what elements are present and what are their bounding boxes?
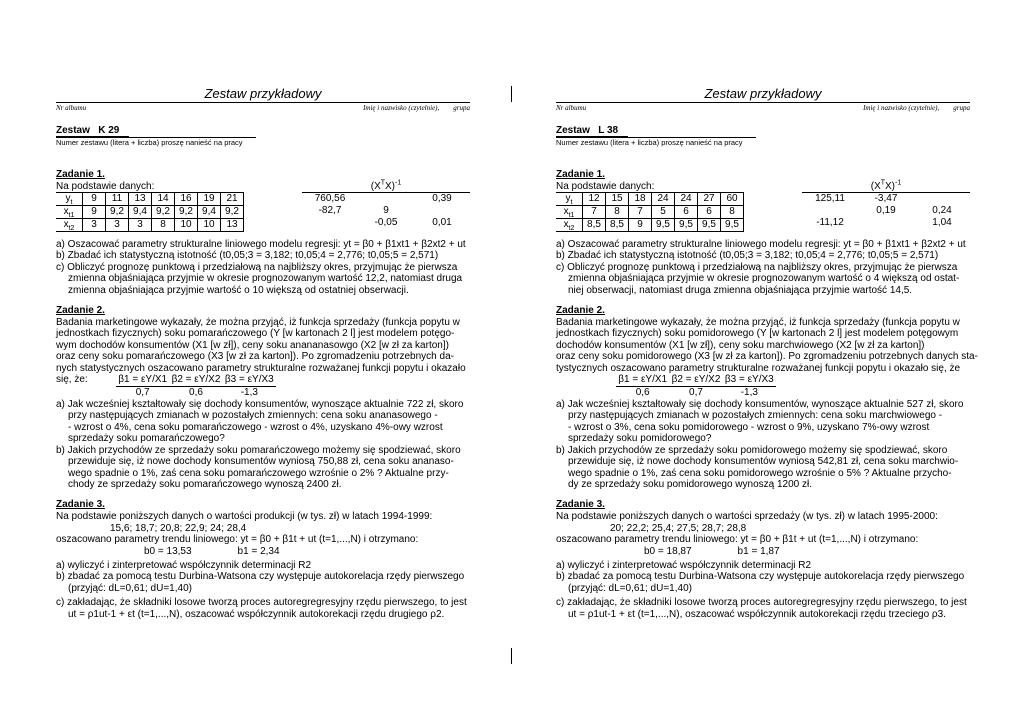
- table-cell: 21: [221, 193, 244, 206]
- table-cell: 9,2: [106, 206, 129, 219]
- task-3-estimates: [556, 546, 970, 557]
- table-cell: 27: [698, 193, 721, 206]
- elasticity-values: [616, 387, 776, 399]
- table-cell: 13: [129, 193, 152, 206]
- task-2-text: Badania marketingowe wykazały, że można przyjąć, iż funkcja sprzedaży (funkcja popytu w: [556, 317, 960, 329]
- task-2-a: a) Jak wcześniej kształtowały się dochody konsumentów, wynoszące aktualnie 527 zł, skoro: [556, 399, 964, 411]
- param-label: β1 = εY/X1: [118, 374, 168, 386]
- task-2-b: wego spadnie o 1%, zaś cena soku pomidorowego wzrośnie o 5% ? Aktualne przycho-: [568, 467, 952, 479]
- task-2-a: przy następujących zmianach w pozostałych zmiennych: cena soku marchwiowego -: [568, 410, 943, 422]
- param-value: -1,3: [240, 387, 258, 399]
- param-label: β1 = εY/X1: [618, 374, 668, 386]
- row-label: $x_{t2}$: [556, 219, 583, 232]
- student-info-row: [56, 102, 470, 113]
- table-cell: 9,5: [652, 219, 675, 232]
- set-header: [56, 125, 470, 137]
- matrix-cell: 9: [383, 205, 389, 216]
- task-3-b: b) zbadać za pomocą testu Durbina-Watsona czy występuje autokorelacja rzędy pierwszego: [556, 571, 965, 583]
- matrix-cell: -3,47: [874, 193, 898, 204]
- task-3-title: Zadanie 3.: [556, 499, 605, 511]
- sheet-title: Zestaw przykładowy: [204, 86, 322, 101]
- task-2-b: b) Jakich przychodów ze sprzedaży soku pomarańczowego możemy się spodziewać, skoro: [56, 444, 461, 456]
- elasticity-values: [116, 387, 276, 399]
- matrix-cell: 0,19: [876, 205, 896, 216]
- exam-sheet-right: [512, 0, 1024, 724]
- matrix-label: $(X^TX)^{-1}$: [302, 181, 470, 193]
- task-1-a: a) Oszacować parametry strukturalne liniowego modelu regresji: yt = β0 + β1xt1 + β2xt2 + ut: [556, 239, 966, 250]
- table-cell: 9: [629, 219, 652, 232]
- table-cell: 12: [583, 193, 606, 206]
- group-label: grupa: [953, 104, 970, 112]
- param-value: 0,6: [635, 387, 650, 399]
- table-cell: 60: [721, 193, 744, 206]
- task-2-text: się, że:: [56, 374, 88, 386]
- matrix-cell: 760,56: [314, 193, 346, 204]
- param-value: 0,7: [689, 387, 703, 399]
- task-1-c: zmienna objaśniająca przyjmie wartość o 10 większą od ostatniej obserwacji.: [68, 284, 409, 296]
- elasticity-params: [616, 374, 776, 387]
- task-1-title: Zadanie 1.: [556, 169, 605, 180]
- task-1-b: b) Zbadać ich statystyczną istotność (t0,05;3 = 3,182; t0,05;4 = 2,776; t0,05;5 = 2,571): [556, 250, 939, 262]
- observation-table: [556, 192, 744, 232]
- task-3-b: b) zbadać za pomocą testu Durbina-Watsona czy występuje autokorelacja rzędy pierwszego: [56, 571, 465, 583]
- task-3-a: a) wyliczyć i zinterpretować współczynnik determinacji R2: [556, 559, 812, 571]
- matrix-label: $(X^TX)^{-1}$: [802, 181, 970, 193]
- task-1-c: c) Obliczyć prognozę punktową i przedziałową na najbliższy okres, przyjmując że pierwsza: [56, 261, 458, 273]
- task-1-intro: Na podstawie danych:: [56, 181, 155, 192]
- table-cell: 8: [721, 206, 744, 219]
- task-3-intro: Na podstawie poniższych danych o wartości produkcji (w tys. zł) w latach 1994-1999:: [56, 511, 433, 523]
- task-2-a: a) Jak wcześniej kształtowały się dochody konsumentów, wynoszące aktualnie 722 zł, skoro: [56, 399, 464, 411]
- task-2-text: oraz ceny soku pomarańczowego (X3 [w zł za karton]). Po zgromadzeniu potrzebnych da-: [56, 351, 454, 363]
- table-cell: 3: [106, 219, 129, 232]
- task-2-text: Badania marketingowe wykazały, że można przyjąć, iż funkcja sprzedaży (funkcja popytu w: [56, 317, 460, 329]
- task-2-b: przewiduje się, iż nowe dochody konsumentów wyniosą 542,81 zł, cena soku marchwio-: [568, 456, 959, 468]
- task-3-a: a) wyliczyć i zinterpretować współczynnik determinacji R2: [56, 559, 312, 571]
- task-3-intro: Na podstawie poniższych danych o wartości sprzedaży (w tys. zł) w latach 1995-2000:: [556, 511, 938, 523]
- table-cell: 9,4: [129, 206, 152, 219]
- task-2-title: Zadanie 2.: [556, 305, 605, 317]
- task-2-text: nych statystycznych oszacowano parametry strukturalne rozważanej funkcji popytu i okazało: [56, 362, 466, 374]
- task-2-text: dochodów konsumentów (X1 [w zł]), ceny soku marchwiowego (X2 [w zł za karton]): [556, 339, 925, 351]
- table-cell: 9: [83, 193, 106, 206]
- b1-value: b1 = 2,34: [237, 545, 280, 557]
- matrix-cell: 1,04: [932, 217, 952, 228]
- task-3-trend: oszacowano parametry trendu liniowego: yt = β0 + β1t + ut (t=1,...,N) i otrzymano:: [56, 534, 419, 546]
- task-2-title: Zadanie 2.: [56, 305, 105, 317]
- task-3-trend: oszacowano parametry trendu liniowego: yt = β0 + β1t + ut (t=1,...,N) i otrzymano:: [556, 534, 919, 546]
- task-1-data: [56, 181, 470, 239]
- task-3-data: 15,6; 18,7; 20,8; 22,9; 24; 28,4: [110, 522, 247, 534]
- set-label: Zestaw: [556, 125, 590, 136]
- row-label: $y_t$: [556, 193, 583, 206]
- group-label: grupa: [453, 104, 470, 112]
- param-label: β2 = εY/X2: [171, 374, 221, 386]
- table-cell: 9,5: [721, 219, 744, 232]
- matrix-cell: -82,7: [318, 205, 342, 216]
- task-3-c: ut = ρ1ut-1 + εt (t=1,...,N), oszacować współczynnik autokorekacji rzędu drugiego ρ2.: [68, 608, 445, 620]
- task-2-text: tystycznych oszacowano parametry strukturalne rozważanej funkcji popytu i okazało się, że: [556, 362, 961, 374]
- task-3-estimates: [56, 546, 470, 557]
- task-2-b: b) Jakich przychodów ze sprzedaży soku pomidorowego możemy się spodziewać, skoro: [556, 444, 948, 456]
- task-2-b: przewiduje się, iż nowe dochody konsumentów wyniosą 750,88 zł, cena soku ananaso-: [68, 456, 454, 468]
- set-note: Numer zestawu (litera + liczba) proszę nanieść na pracy: [56, 137, 256, 148]
- task-1-a: a) Oszacować parametry strukturalne liniowego modelu regresji: yt = β0 + β1xt1 + β2xt2 + ut: [56, 239, 466, 250]
- task-2-text: jednostkach fizycznych) soku pomarańczowego (Y [w kartonach 2 l] jest modelem potęgo-: [56, 328, 455, 340]
- b0-value: b0 = 13,53: [144, 545, 192, 557]
- table-cell: 13: [221, 219, 244, 232]
- table-cell: 8,5: [583, 219, 606, 232]
- table-cell: 9,2: [221, 206, 244, 219]
- elasticity-params: [116, 374, 276, 387]
- album-number-label: Nr albumu: [556, 104, 587, 112]
- matrix-cell: 0,39: [432, 193, 452, 204]
- matrix-cell: [802, 205, 858, 217]
- task-2-b: dy ze sprzedaży soku pomidorowego wynoszą 1200 zł.: [568, 478, 813, 490]
- table-cell: 8: [606, 206, 629, 219]
- inverse-matrix: [802, 181, 970, 229]
- b1-value: b1 = 1,87: [737, 545, 780, 557]
- elasticity-row: [56, 374, 470, 387]
- param-value: 0,6: [189, 387, 203, 399]
- task-1-b: b) Zbadać ich statystyczną istotność (t0,05;3 = 3,182; t0,05;4 = 2,776; t0,05;5 = 2,571): [56, 250, 439, 262]
- table-cell: 8: [152, 219, 175, 232]
- table-cell: 3: [83, 219, 106, 232]
- matrix-cell: 125,11: [815, 193, 845, 204]
- matrix-cell: [858, 217, 914, 229]
- param-label: β3 = εY/X3: [724, 374, 774, 386]
- table-row: [556, 193, 744, 206]
- param-label: β3 = εY/X3: [224, 374, 274, 386]
- table-cell: 18: [629, 193, 652, 206]
- table-cell: 14: [152, 193, 175, 206]
- task-2-a: - wzrost o 4%, cena soku pomarańczowego - wzrost o 4%, uzyskano 4%-owy wzrost: [68, 421, 443, 433]
- task-3-c: c) zakładając, że składniki losowe tworzą proces autoregregresyjny rzędu pierwszego, to jest: [556, 597, 967, 609]
- table-row: [556, 219, 744, 232]
- set-code: K 29: [98, 125, 120, 136]
- b0-value: b0 = 18,87: [644, 545, 692, 557]
- task-3-data: 20; 22,2; 25,4; 27,5; 28,7; 28,8: [610, 522, 747, 534]
- table-cell: 11: [106, 193, 129, 206]
- matrix-cell: 0,01: [432, 217, 452, 228]
- matrix-cell: [302, 217, 358, 229]
- set-label: Zestaw: [56, 125, 90, 136]
- task-1-c: c) Obliczyć prognozę punktową i przedziałową na najbliższy okres, przyjmując że pierwsza: [556, 261, 958, 273]
- table-cell: 9,5: [675, 219, 698, 232]
- table-cell: 10: [198, 219, 221, 232]
- observation-table: [56, 192, 244, 232]
- row-label: $x_{t2}$: [56, 219, 83, 232]
- task-2-b: chody ze sprzedaży soku pomarańczowego wynoszą 2400 zł.: [68, 478, 342, 490]
- student-info-row: [556, 102, 970, 113]
- table-cell: 9,2: [175, 206, 198, 219]
- table-cell: 6: [675, 206, 698, 219]
- table-cell: 10: [175, 219, 198, 232]
- table-cell: 24: [652, 193, 675, 206]
- table-row: [56, 206, 244, 219]
- task-1-c: zmienna objaśniająca przyjmie w okresie prognozowanym wartość o 4 większą od ostat-: [568, 273, 960, 285]
- table-cell: 9: [83, 206, 106, 219]
- table-row: [56, 219, 244, 232]
- task-2-a: - wzrost o 3%, cena soku pomidorowego - wzrost o 9%, uzyskano 7%-owy wzrost: [568, 421, 930, 433]
- matrix-cell: [358, 193, 414, 205]
- table-cell: 7: [583, 206, 606, 219]
- table-cell: 6: [698, 206, 721, 219]
- task-2-a: sprzedaży soku pomarańczowego?: [68, 433, 225, 445]
- table-row: [56, 193, 244, 206]
- row-label: $x_{t1}$: [556, 206, 583, 219]
- table-cell: 7: [629, 206, 652, 219]
- param-value: -1,3: [740, 387, 758, 399]
- table-cell: 3: [129, 219, 152, 232]
- table-cell: 9,2: [152, 206, 175, 219]
- task-2-text: oraz ceny soku pomidorowego (X3 [w zł za karton]). Po zgromadzeniu potrzebnych danych sta-: [556, 351, 978, 363]
- row-label: $x_{t1}$: [56, 206, 83, 219]
- matrix-cell: 0,24: [932, 205, 952, 216]
- table-cell: 5: [652, 206, 675, 219]
- name-label: Imię i nazwisko (czytelnie),: [363, 104, 440, 112]
- task-2-a: sprzedaży soku pomidorowego?: [568, 433, 712, 445]
- set-note: Numer zestawu (litera + liczba) proszę nanieść na pracy: [556, 137, 756, 148]
- sheet-title: Zestaw przykładowy: [704, 86, 822, 101]
- task-2-a: przy następujących zmianach w pozostałych zmiennych: cena soku ananasowego -: [68, 410, 438, 422]
- table-cell: 16: [175, 193, 198, 206]
- set-code: L 38: [598, 125, 619, 136]
- matrix-cell: [914, 193, 970, 205]
- inverse-matrix: [302, 181, 470, 229]
- table-cell: 19: [198, 193, 221, 206]
- task-3-title: Zadanie 3.: [56, 499, 105, 511]
- task-2-b: wego spadnie o 1%, zaś cena soku pomarańczowego wzrośnie o 2% ? Aktualne przy-: [68, 467, 449, 479]
- param-label: β2 = εY/X2: [671, 374, 721, 386]
- matrix-cell: -11,12: [816, 217, 844, 228]
- name-label: Imię i nazwisko (czytelnie),: [863, 104, 940, 112]
- task-1-title: Zadanie 1.: [56, 169, 105, 180]
- table-cell: 9,5: [698, 219, 721, 232]
- task-1-data: [556, 181, 970, 239]
- task-3-c: c) zakładając, że składniki losowe tworzą proces autoregregresyjny rzędu pierwszego, to jest: [56, 597, 467, 609]
- task-2-text: wym dochodów konsumentów (X1 [w zł]), ceny soku anananasowgo (X2 [w zł za karton]): [56, 339, 449, 351]
- task-1-c: niej obserwacji, natomiast druga zmienna objaśniająca przyjmie wartość 14,5.: [568, 284, 913, 296]
- task-3-b: (przyjąć: dL=0,61; dU=1,40): [568, 582, 692, 594]
- table-cell: 15: [606, 193, 629, 206]
- table-cell: 24: [675, 193, 698, 206]
- table-cell: 8,5: [606, 219, 629, 232]
- table-row: [556, 206, 744, 219]
- album-number-label: Nr albumu: [56, 104, 87, 112]
- param-value: 0,7: [135, 387, 150, 399]
- row-label: $y_t$: [56, 193, 83, 206]
- table-cell: 9,4: [198, 206, 221, 219]
- matrix-cell: -0,05: [374, 217, 398, 228]
- task-1-c: zmienna objaśniająca przyjmie w okresie prognozowanym wartość 12,2, natomiast druga: [68, 273, 463, 285]
- set-header: [556, 125, 970, 137]
- task-3-c: ut = ρ1ut-1 + εt (t=1,...,N), oszacować współczynnik autokorekacji rzędu trzeciego ρ3.: [568, 608, 946, 620]
- task-1-intro: Na podstawie danych:: [556, 181, 655, 192]
- task-2-text: jednostkach fizycznych) soku pomidorowego (Y [w kartonach 2 l] jest modelem potęgowym: [556, 328, 959, 340]
- matrix-cell: [414, 205, 470, 217]
- task-3-b: (przyjąć: dL=0,61; dU=1,40): [68, 582, 192, 594]
